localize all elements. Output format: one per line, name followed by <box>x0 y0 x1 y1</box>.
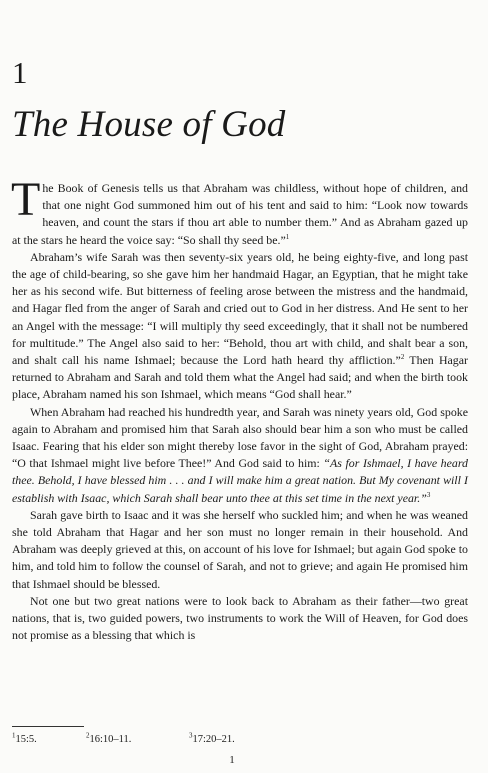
paragraph-text: When Abraham had reached his hundredth year, and Sarah was ninety years old, God spoke again to Abraham and promised him that Sarah also should bear him a son who must be called Isaac. Fearing that his elder son might thereby lose favor in the sight of God, Abraham prayed: “O that Ishmael might live before Thee!” And God said to him: <box>12 404 468 471</box>
paragraph <box>12 249 468 404</box>
paragraph-text: Sarah gave birth to Isaac and it was she herself who suckled him; and when he was weaned she told Abraham that Hagar and her son must no longer remain in their household. And Abraham was deeply grieved at this, on account of his love for Ishmael; but again God spoke to him, and told him to follow the counsel of Sarah, and not to grieve; and again He promised him that Ishmael should be blessed. <box>12 507 468 591</box>
chapter-number: 1 <box>12 55 28 90</box>
scripture-quote: “As for Ishmael, I have heard thee. Behold, I have blessed him . . . and I will make him a great nation. But My covenant will I establish with Isaac, which Sarah shall bear unto thee at this set time in the next year.” <box>12 456 468 505</box>
chapter-title: The House of God <box>12 104 286 145</box>
footnote-number: 3 <box>189 731 193 740</box>
drop-cap: T <box>11 173 41 226</box>
footnote <box>86 733 189 747</box>
paragraph <box>11 173 468 249</box>
paragraph-text: he Book of Genesis tells us that Abraham was childless, without hope of children, and that one night God summoned him out of his tent and said to him: “Look now towards heaven, and count the stars if thou art able to number them.” And as Abraham gazed up at the stars he heard the voice say: “So shall thy seed be.” <box>12 181 468 247</box>
body-text <box>11 173 468 644</box>
footnote-text: 17:20–21. <box>192 734 235 745</box>
paragraph <box>12 593 468 645</box>
footnote-text: 15:5. <box>15 734 37 745</box>
footnote-mark: 2 <box>400 353 405 362</box>
paragraph-text-continued: Then Hagar returned to Abraham and Sarah and told them what the Angel had said; and when the birth took place, Abraham named his son Ishmael, which means “God shall hear.” <box>12 353 468 402</box>
footnote-mark: 1 <box>285 232 290 241</box>
footnote-number: 2 <box>86 731 90 740</box>
paragraph-text: Abraham’s wife Sarah was then seventy-six years old, he being eighty-five, and long past the age of child-bearing, so she gave him her handmaid Hagar, an Egyptian, that he might take her as his second wife. But bitterness of feeling arose between the mistress and the handmaid, and Hagar fled from the anger of Sarah and cried out to God in her distress. And He sent to her an Angel with the message: “I will multiply thy seed exceedingly, that it shall not be numbered for multitude.” The Angel also said to her: “Behold, thou art with child, and shalt bear a son, and shalt call his name Ishmael; because the Lord hath heard thy affliction.” <box>12 249 468 368</box>
footnote-number: 1 <box>12 731 16 740</box>
paragraph-text: Not one but two great nations were to look back to Abraham as their father—two great nations, that is, two guided powers, two instruments to work the Will of Heaven, for God does not promise as a blessing that which is <box>12 593 468 643</box>
page-number: 1 <box>229 754 235 766</box>
footnote-text: 16:10–11. <box>89 734 132 745</box>
footnote-divider <box>12 726 84 727</box>
footnote <box>12 733 86 747</box>
footnote-mark: 3 <box>426 490 431 499</box>
paragraph <box>12 404 468 507</box>
footnote <box>189 733 235 747</box>
paragraph <box>12 507 468 593</box>
footnotes <box>12 733 468 747</box>
